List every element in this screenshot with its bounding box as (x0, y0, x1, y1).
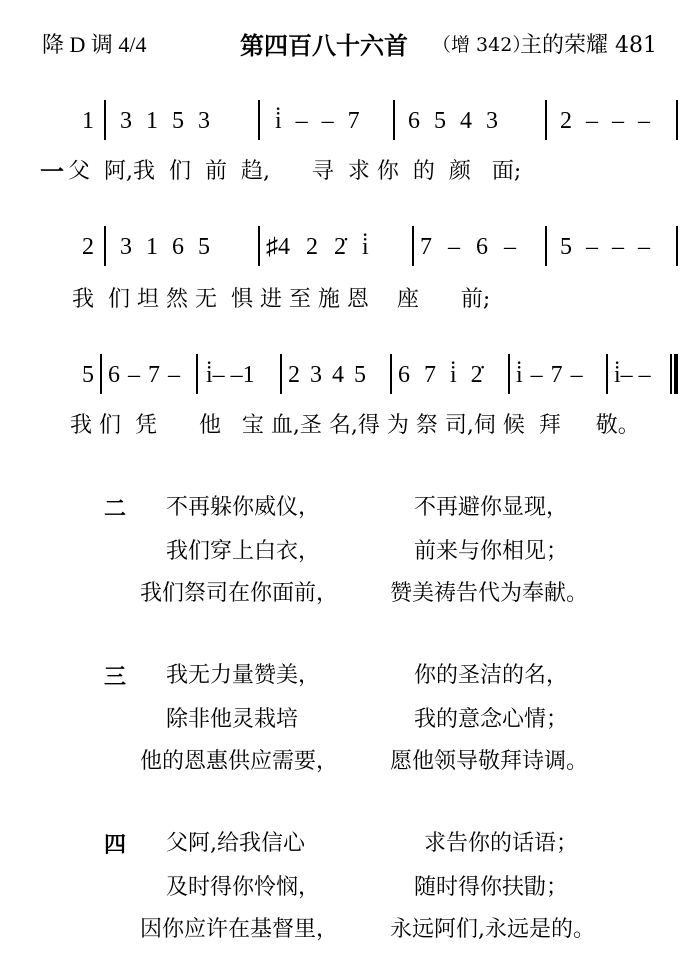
key-signature: 降 D 调 4/4 (42, 32, 147, 57)
stanza-line: 你的圣洁的名， (414, 663, 569, 688)
stanza-line: 我们祭司在你面前， (140, 581, 339, 606)
bar-line (100, 354, 102, 394)
bar-line (390, 354, 392, 394)
stanza-line: 永远阿们,永远是的。 (390, 917, 595, 942)
bar-line (196, 354, 198, 394)
stanza-number: 四 (104, 833, 127, 858)
stanza-line: 不再躲你威仪， (166, 495, 321, 520)
bar-line (676, 226, 678, 266)
hymn-section-title: 主的荣耀 481 (520, 33, 657, 58)
stanza-line: 因你应许在基督里， (140, 917, 339, 942)
measure: 6 – 7 – (108, 362, 180, 388)
bar-line (104, 100, 106, 140)
bar-line (280, 354, 282, 394)
stanza-line: 父阿,给我信心 (166, 831, 305, 856)
stanza-line: 愿他领导敬拜诗调。 (390, 749, 589, 774)
lyric-line-3: 我 们 凭 他 宝 血,圣 名,得 为 祭 司,伺 候 拜 敬。 (70, 413, 640, 438)
stanza-number: 二 (104, 497, 127, 522)
measure: i̇ – 7 – (516, 362, 583, 388)
measure-pickup: 2 (82, 234, 94, 260)
bar-line (545, 226, 547, 266)
stanza-line: 前来与你相见； (414, 539, 569, 564)
measure: i̇– – (614, 362, 651, 388)
stanza-line: 我的意念心情； (414, 707, 569, 732)
bar-line (258, 100, 260, 140)
stanza-line: 他的恩惠供应需要， (140, 749, 339, 774)
stanza-line: 除非他灵栽培 (166, 707, 299, 732)
bar-line (545, 100, 547, 140)
bar-line (258, 226, 260, 266)
bar-line (412, 226, 414, 266)
measure-pickup: 1 (82, 108, 94, 134)
measure: 2 – – – (560, 108, 650, 134)
bar-line (104, 226, 106, 266)
measure: 7 – 6 – (420, 234, 516, 260)
stanza-line: 求告你的话语； (424, 831, 579, 856)
measure-pickup: 5 (82, 362, 94, 388)
bar-line (508, 354, 510, 394)
measure: 5 – – – (560, 234, 650, 260)
bar-line (676, 100, 678, 140)
stanza-line: 随时得你扶勖； (414, 875, 569, 900)
lyric-line-2: 我 们 坦 然 无 惧 进 至 施 恩 座 前; (72, 287, 491, 312)
measure: 3 1 5 3 (120, 108, 210, 134)
stanza-line: 我们穿上白衣， (166, 539, 321, 564)
stanza-line: 赞美祷告代为奉献。 (390, 581, 589, 606)
measure: i̇– –1 (206, 362, 255, 388)
stanza-line: 及时得你怜悯， (166, 875, 321, 900)
measure: ♯4 2 2̇ i̇ (266, 234, 369, 260)
bar-line (393, 100, 395, 140)
stanza-one-marker: 一 (40, 157, 64, 186)
lyric-line-1: 父 阿,我 们 前 趋, 寻 求 你 的 颜 面; (68, 159, 522, 184)
hymn-number-title: 第四百八十六首 (240, 32, 408, 60)
final-double-bar (670, 354, 678, 394)
measure: i̇ – – 7 (275, 108, 360, 134)
bar-line (606, 354, 608, 394)
measure: 3 1 6 5 (120, 234, 210, 260)
stanza-line: 我无力量赞美， (166, 663, 321, 688)
stanza-line: 不再避你显现， (414, 495, 569, 520)
measure: 6 7 i̇ 2̇ (398, 362, 483, 388)
measure: 6 5 4 3 (408, 108, 498, 134)
hymn-reference: （增 342） (432, 34, 532, 56)
measure: 2 3 4 5 (288, 362, 366, 388)
stanza-number: 三 (104, 665, 127, 690)
